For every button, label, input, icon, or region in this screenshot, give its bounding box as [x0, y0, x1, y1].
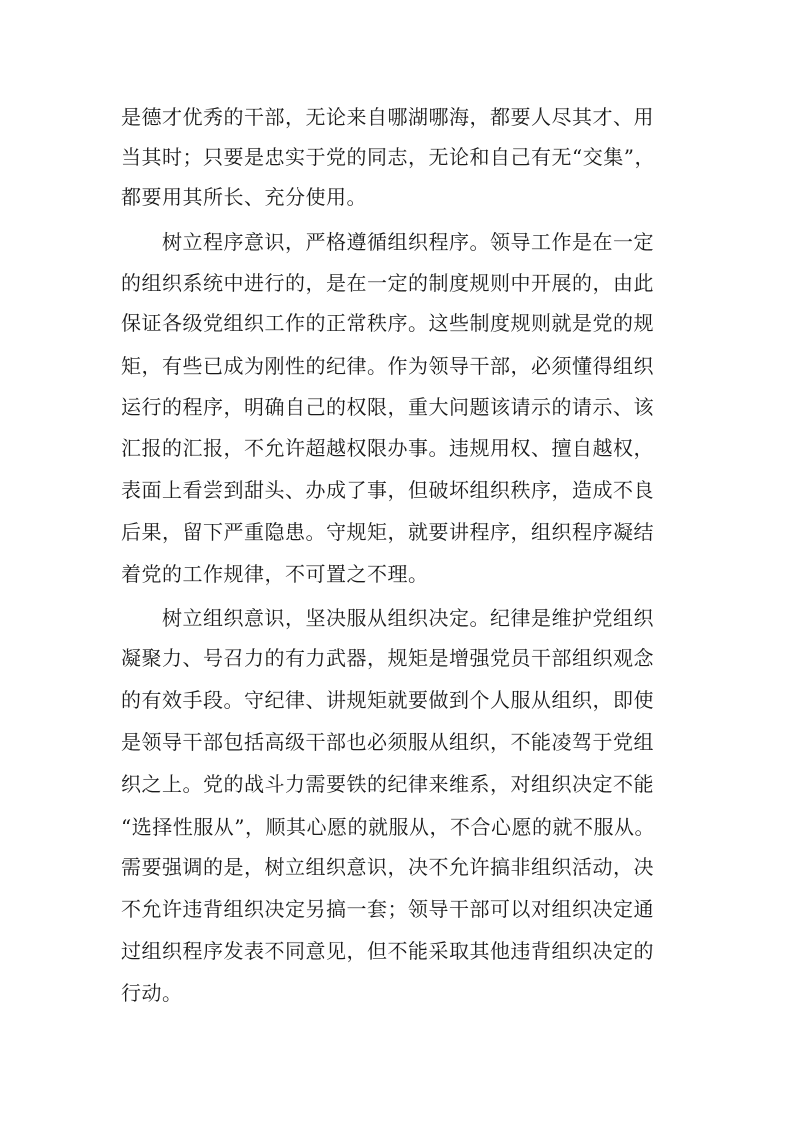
text-line: 不允许违背组织决定另搞一套；领导干部可以对组织决定通 [121, 897, 654, 921]
paragraph-first-line: 树立程序意识，严格遵循组织程序。领导工作是在一定 [162, 230, 654, 254]
text-line: 表面上看尝到甜头、办成了事，但破坏组织秩序，造成不良 [121, 478, 654, 502]
text-line: 着党的工作规律，不可置之不理。 [121, 562, 429, 586]
text-line: 是领导干部包括高级干部也必须服从组织，不能凌驾于党组 [121, 730, 654, 754]
text-line: “选择性服从”，顺其心愿的就服从，不合心愿的就不服从。 [121, 815, 655, 839]
text-line: 保证各级党组织工作的正常秩序。这些制度规则就是党的规 [121, 311, 654, 335]
text-line: 需要强调的是，树立组织意识，决不允许搞非组织活动，决 [121, 855, 654, 879]
text-line: 矩，有些已成为刚性的纪律。作为领导干部，必须懂得组织 [121, 354, 654, 378]
text-line: 凝聚力、号召力的有力武器，规矩是增强党员干部组织观念 [121, 646, 654, 670]
text-line: 行动。 [121, 981, 183, 1005]
text-line: 过组织程序发表不同意见，但不能采取其他违背组织决定的 [121, 939, 654, 963]
text-line: 织之上。党的战斗力需要铁的纪律来维系，对组织决定不能 [121, 772, 654, 796]
paragraph-first-line: 树立组织意识，坚决服从组织决定。纪律是维护党组织 [162, 606, 654, 630]
text-line: 运行的程序，明确自己的权限，重大问题该请示的请示、该 [121, 395, 654, 419]
text-line: 的有效手段。守纪律、讲规矩就要做到个人服从组织，即使 [121, 688, 654, 712]
text-line: 汇报的汇报，不允许超越权限办事。违规用权、擅自越权， [121, 436, 654, 460]
text-line: 后果，留下严重隐患。守规矩，就要讲程序，组织程序凝结 [121, 520, 654, 544]
text-line: 的组织系统中进行的，是在一定的制度规则中开展的，由此 [121, 271, 654, 295]
text-line: 当其时；只要是忠实于党的同志，无论和自己有无“交集”， [121, 145, 655, 169]
text-line: 是德才优秀的干部，无论来自哪湖哪海，都要人尽其才、用 [121, 105, 654, 129]
text-line: 都要用其所长、充分使用。 [121, 185, 367, 209]
